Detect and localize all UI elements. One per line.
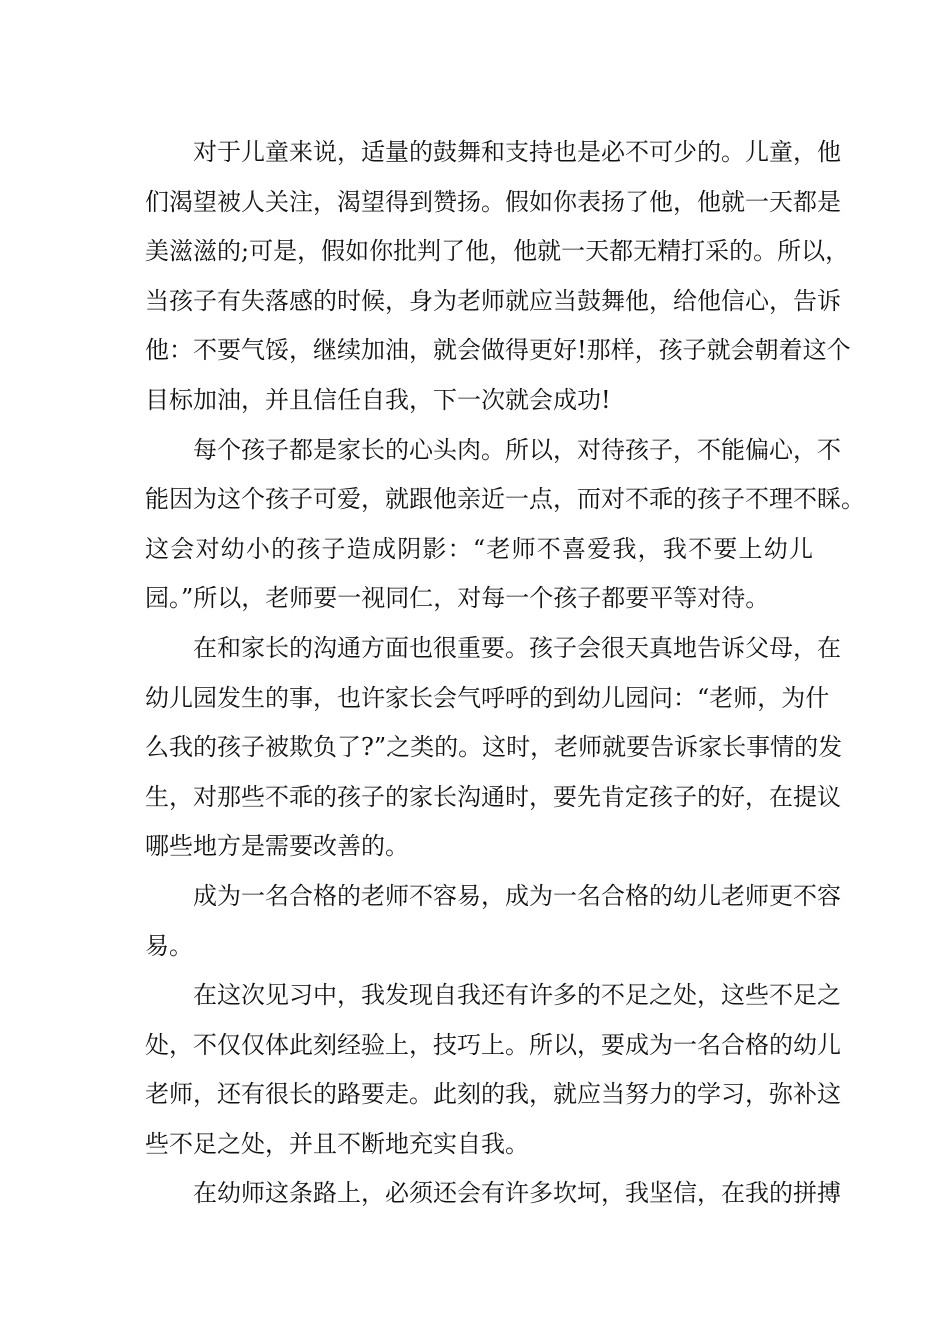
text-line: 易。 (145, 931, 193, 960)
text-line: 在这次见习中，我发现自我还有许多的不足之处，这些不足之 (193, 981, 841, 1010)
paragraph-6 (145, 1169, 841, 1219)
text-line: 园。”所以，老师要一视同仁，对每一个孩子都要平等对待。 (145, 584, 770, 613)
text-line: 生，对那些不乖的孩子的家长沟通时，要先肯定孩子的好，在提议 (145, 782, 841, 811)
text-line: 当孩子有失落感的时候，身为老师就应当鼓舞他，给他信心，告诉 (145, 286, 841, 315)
text-line: 美滋滋的;可是，假如你批判了他，他就一天都无精打采的。所以， (145, 237, 850, 266)
paragraph-3 (145, 624, 843, 872)
text-line: 目标加油，并且信任自我，下一次就会成功! (145, 385, 611, 414)
paragraph-5 (145, 971, 841, 1169)
text-line: 处，不仅仅体此刻经验上，技巧上。所以，要成为一名合格的幼儿 (145, 1030, 841, 1059)
text-line: 些不足之处，并且不断地充实自我。 (145, 1129, 529, 1158)
text-line: 们渴望被人关注，渴望得到赞扬。假如你表扬了他，他就一天都是 (145, 187, 841, 216)
document-body (145, 128, 865, 1219)
text-line: 哪些地方是需要改善的。 (145, 832, 409, 861)
text-line: 在和家长的沟通方面也很重要。孩子会很天真地告诉父母，在 (193, 633, 841, 662)
text-line: 幼儿园发生的事，也许家长会气呼呼的到幼儿园问：“老师，为什 (145, 683, 830, 712)
paragraph-4 (145, 872, 841, 971)
text-line: 在幼师这条路上，必须还会有许多坎坷，我坚信，在我的拼搏 (193, 1179, 841, 1208)
text-line: 能因为这个孩子可爱，就跟他亲近一点，而对不乖的孩子不理不睬。 (145, 485, 865, 514)
text-line: 对于儿童来说，适量的鼓舞和支持也是必不可少的。儿童，他 (193, 138, 841, 166)
text-line: 每个孩子都是家长的心头肉。所以，对待孩子，不能偏心，不 (193, 435, 841, 464)
paragraph-2 (145, 426, 865, 624)
paragraph-1 (145, 128, 851, 426)
text-line: 他：不要气馁，继续加油，就会做得更好!那样，孩子就会朝着这个 (145, 336, 851, 365)
text-line: 成为一名合格的老师不容易，成为一名合格的幼儿老师更不容 (193, 881, 841, 910)
text-line: 这会对幼小的孩子造成阴影：“老师不喜爱我，我不要上幼儿 (145, 534, 813, 563)
text-line: 么我的孩子被欺负了?”之类的。这时，老师就要告诉家长事情的发 (145, 733, 843, 762)
text-line: 老师，还有很长的路要走。此刻的我，就应当努力的学习，弥补这 (145, 1080, 841, 1109)
